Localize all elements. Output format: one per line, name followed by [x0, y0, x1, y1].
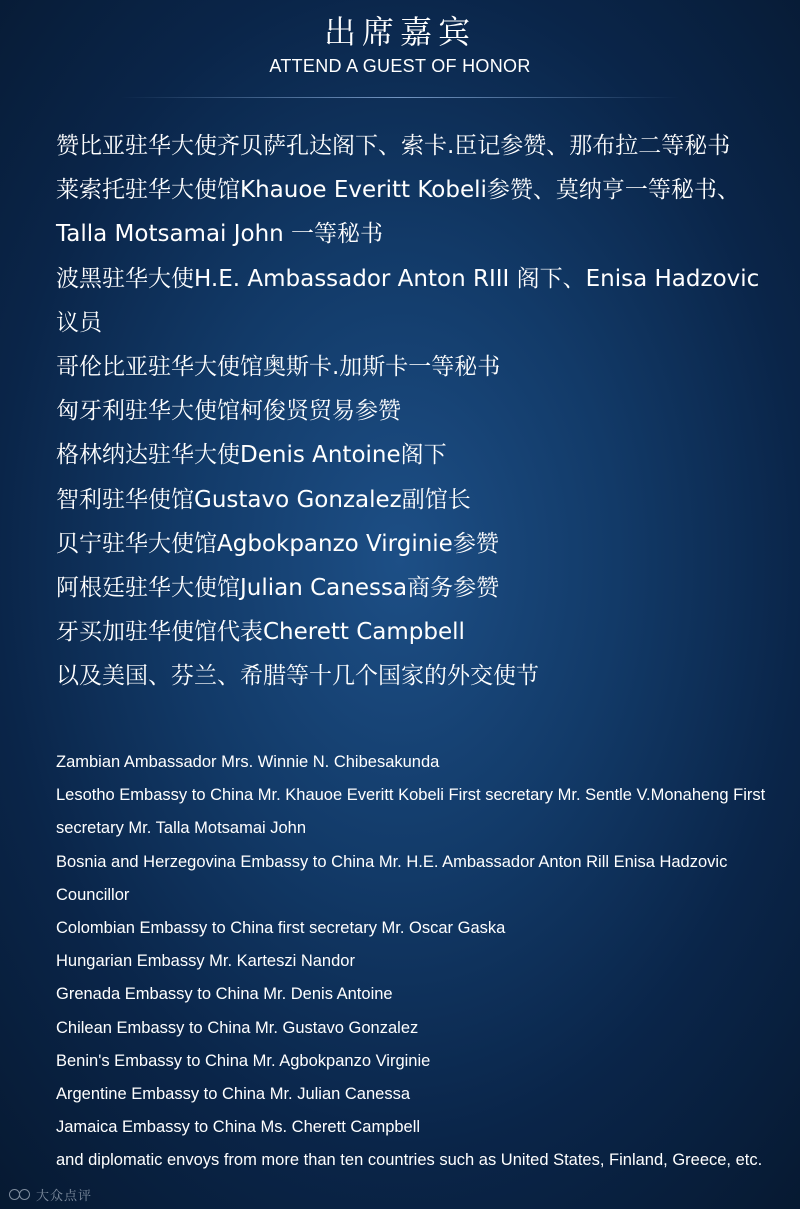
- guest-item-en: Bosnia and Herzegovina Embassy to China Mr. H.E. Ambassador Anton Rill Enisa Hadzovic Councillor: [56, 852, 728, 904]
- guest-item-en: Lesotho Embassy to China Mr. Khauoe Everitt Kobeli First secretary Mr. Sentle V.Monaheng First secretary Mr. Talla Motsamai John: [56, 786, 766, 838]
- guest-list-english: [56, 746, 766, 1178]
- guest-item-en: Colombian Embassy to China first secretary Mr. Oscar Gaska: [56, 919, 506, 938]
- guest-item-cn: 波黑驻华大使H.E. Ambassador Anton RIII 阁下、Enisa Hadzovic 议员: [56, 265, 760, 336]
- guest-item-en: Jamaica Embassy to China Ms. Cherett Campbell: [56, 1118, 421, 1137]
- guest-item-en: Benin's Embassy to China Mr. Agbokpanzo Virginie: [56, 1051, 431, 1070]
- guest-item-en: Zambian Ambassador Mrs. Winnie N. Chibesakunda: [56, 753, 440, 771]
- guest-item-cn: 赞比亚驻华大使齐贝萨孔达阁下、索卡.臣记参赞、那布拉二等秘书: [56, 133, 731, 159]
- guest-item-cn: 格林纳达驻华大使Denis Antoine阁下: [56, 442, 447, 469]
- watermark-text: 大众点评: [36, 1188, 93, 1204]
- guest-item-cn: 贝宁驻华大使馆Agbokpanzo Virginie参赞: [56, 530, 499, 557]
- guest-item-cn: 以及美国、芬兰、希腊等十几个国家的外交使节: [56, 663, 539, 690]
- guest-item-en: and diplomatic envoys from more than ten countries such as United States, Finland, Greece, etc.: [56, 1151, 763, 1170]
- guest-item-en: Chilean Embassy to China Mr. Gustavo Gonzalez: [56, 1018, 419, 1037]
- guest-item-cn: 阿根廷驻华大使馆Julian Canessa商务参赞: [56, 575, 500, 602]
- page-title: 出席嘉宾: [323, 13, 476, 51]
- guest-item-en: Grenada Embassy to China Mr. Denis Antoine: [56, 985, 393, 1004]
- page-subtitle: ATTEND A GUEST OF HONOR: [269, 56, 531, 76]
- guest-list-chinese: [56, 124, 766, 699]
- guest-item-en: Argentine Embassy to China Mr. Julian Canessa: [56, 1085, 411, 1104]
- guest-item-cn: 匈牙利驻华大使馆柯俊贤贸易参赞: [56, 398, 401, 425]
- watermark: [6, 1184, 92, 1204]
- logo-icon: [6, 1187, 32, 1201]
- guest-item-cn: 哥伦比亚驻华大使馆奥斯卡.加斯卡一等秘书: [56, 354, 501, 381]
- header-divider: [120, 97, 680, 98]
- guest-item-en: Hungarian Embassy Mr. Karteszi Nandor: [56, 952, 355, 971]
- page-header: [0, 12, 800, 78]
- guest-item-cn: 牙买加驻华使馆代表Cherett Campbell: [56, 619, 465, 646]
- guest-item-cn: 智利驻华使馆Gustavo Gonzalez副馆长: [56, 486, 471, 513]
- guest-item-cn: 莱索托驻华大使馆Khauoe Everitt Kobeli参赞、莫纳亨一等秘书、Talla Motsamai John 一等秘书: [56, 177, 740, 248]
